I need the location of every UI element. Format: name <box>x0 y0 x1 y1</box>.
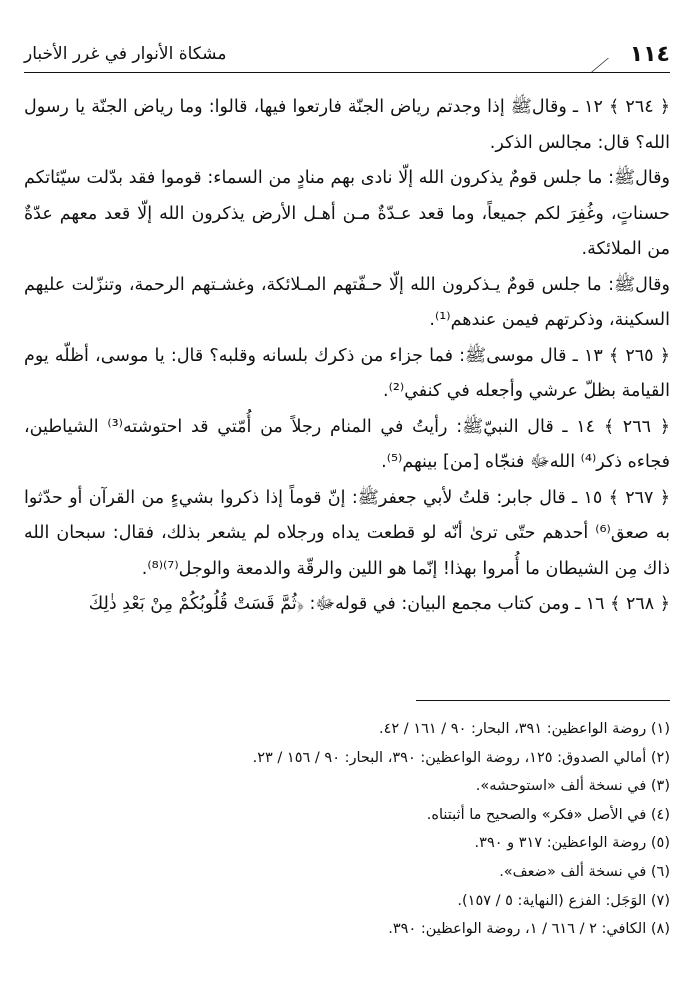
footnote: (٤) في الأصل «فكر» والصحيح ما أثبتناه. <box>426 806 670 823</box>
footnote: (٨) الكافي: ٢ / ٦١٦ / ١، روضة الواعظين: ٣٩٠. <box>388 921 670 938</box>
footnote: (٣) في نسخة ألف «استوحشه». <box>475 778 670 795</box>
hadith-paragraph: وقالﷺ: ما جلس قومٌ يذكرون الله إلّا نادى بهم منادٍ من السماء: قوموا فقد بدّلت سيّئاتكم حسناتٍ، وغُفِرَ لكم جميعاً، وما قعد عـدّةٌ مـن أهـل الأرض يذكرون الله إلّا قعد معهم عدّةٌ من الملائكة. <box>24 168 670 259</box>
hadith-paragraph: ﴿ ٢٦٦ ﴾ ١٤ ـ قال النبيّﷺ: رأيتُ في المنام رجلاً من أُمّتي قد احتوشته⁽³⁾ الشياطين، فجاءه ذكر⁽⁴⁾ اللهﷻ فنجّاه [من] بينهم⁽⁵⁾. <box>24 416 670 472</box>
header-rule <box>24 72 670 73</box>
running-title: مشكاة الأنوار في غرر الأخبار <box>24 44 227 64</box>
hadith-paragraph: وقالﷺ: ما جلس قومٌ يـذكرون الله إلّا حـفّتهم المـلائكة، وغشـتهم الرحمة، وتنزّلت عليهم السكينة، وذكرتهم فيمن عندهم⁽¹⁾. <box>24 274 670 330</box>
footnote-list <box>24 715 670 944</box>
footnote: (٢) أمالي الصدوق: ١٢٥، روضة الواعظين: ٣٩٠، البحار: ٩٠ / ١٥٦ / ٢٣. <box>252 749 670 766</box>
footnote: (٧) الوَجَل: الفزع (النهاية: ٥ / ١٥٧). <box>457 892 670 909</box>
footnote-rule <box>416 700 670 701</box>
main-text <box>24 90 670 623</box>
hadith-paragraph: ﴿ ٢٦٧ ﴾ ١٥ ـ قال جابر: قلتُ لأبي جعفرﷺ: إنّ قوماً إذا ذكروا بشيءٍ من القرآن أو حدّثوا به صعق⁽⁶⁾ أحدهم حتّى ترىٰ أنّه لو قطعت يداه ورجلاه لم يشعر بذلك، فقال: سبحان الله ذاك مِن الشيطان ما أُمروا بهذا! إنّما هو اللين والرقّة والدمعة والوجل⁽⁷⁾⁽⁸⁾. <box>24 487 670 579</box>
page-header <box>24 38 670 78</box>
footnote: (١) روضة الواعظين: ٣٩١، البحار: ٩٠ / ١٦١ / ٤٢. <box>379 721 670 737</box>
footnote: (٦) في نسخة ألف «ضعف». <box>499 863 670 880</box>
hadith-paragraph: ﴿ ٢٦٤ ﴾ ١٢ ـ وقالﷺ إذا وجدتم رياض الجنّة فارتعوا فيها، قالوا: وما رياض الجنّة يا رسول الله؟ قال: مجالس الذكر. <box>24 97 670 153</box>
hadith-paragraph: ﴿ ٢٦٨ ﴾ ١٦ ـ ومن كتاب مجمع البيان: في قولهﷻ: ﴿ثُمَّ قَسَتْ قُلُوبُكُمْ مِنْ بَعْدِ ذٰلِكَ <box>88 594 670 614</box>
page-number: ١١٤ <box>629 42 670 67</box>
footnotes <box>24 700 670 944</box>
hadith-paragraph: ﴿ ٢٦٥ ﴾ ١٣ ـ قال موسىﷺ: فما جزاء من ذكرك بلسانه وقلبه؟ قال: يا موسى، أظلّه يوم القيامة بظلّ عرشي وأجعله في كنفي⁽²⁾. <box>24 345 670 401</box>
header-ornament <box>560 58 609 73</box>
footnote: (٥) روضة الواعظين: ٣١٧ و ٣٩٠. <box>474 835 670 852</box>
